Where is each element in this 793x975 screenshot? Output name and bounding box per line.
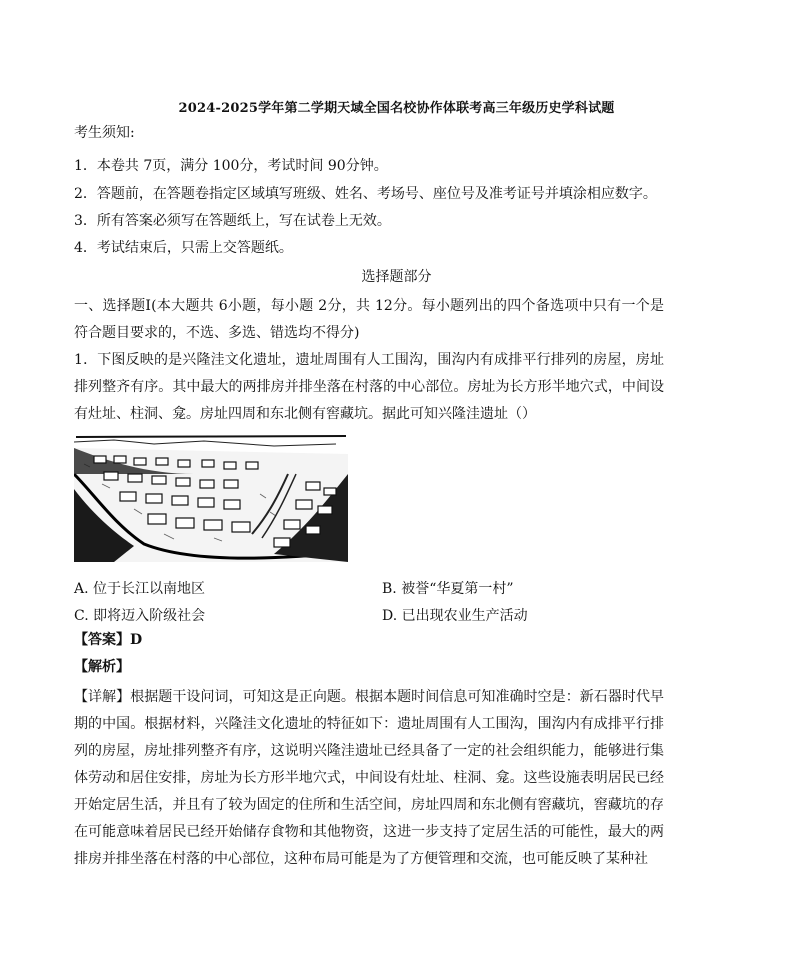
part-one-instructions: 一、选择题Ⅰ(本大题共 6小题，每小题 2分，共 12分。每小题列出的四个备选项中只有一个是符合题目要求的，不选、多选、错选均不得分) [74, 298, 664, 341]
answer-line: 【答案】D [74, 632, 143, 648]
option-d: D. 已出现农业生产活动 [382, 608, 528, 624]
notice-item-2: 2．答题前，在答题卷指定区域填写班级、姓名、考场号、座位号及准考证号并填涂相应数字。 [74, 186, 657, 202]
exam-title: 2024-2025学年第二学期天域全国名校协作体联考高三年级历史学科试题 [178, 101, 615, 116]
notice-item-1: 1．本卷共 7页，满分 100分，考试时间 90分钟。 [74, 158, 388, 174]
notice-heading: 考生须知: [74, 125, 135, 141]
notice-item-4: 4．考试结束后，只需上交答题纸。 [74, 240, 293, 256]
analysis-heading: 【解析】 [74, 659, 130, 675]
section-heading: 选择题部分 [361, 269, 432, 285]
option-a: A. 位于长江以南地区 [74, 581, 206, 597]
option-c: C. 即将迈入阶级社会 [74, 608, 206, 624]
option-b: B. 被誉“华夏第一村” [382, 581, 514, 597]
xinglongwa-site-illustration [74, 434, 348, 562]
detailed-explanation: 【详解】根据题干设问词，可知这是正向题。根据本题时间信息可知准确时空是：新石器时代早期的中国。根据材料，兴隆洼文化遗址的特征如下：遗址周围有人工围沟，围沟内有成排平行排列的房屋，房址排列整齐有序，这说明兴隆洼遗址已经具备了一定的社会组织能力，能够进行集体劳动和居住安排，房址为长方形半地穴式，中间设有灶址、柱洞、龛。这些设施表明居民已经开始定居生活，并且有了较为固定的住所和生活空间，房址四周和东北侧有窖藏坑，窖藏坑的存在可能意味着居民已经开始储存食物和其他物资，这进一步支持了定居生活的可能性，最大的两排房并排坐落在村落的中心部位，这种布局可能是为了方便管理和交流，也可能反映了某种社 [74, 689, 664, 867]
notice-item-3: 3．所有答案必须写在答题纸上，写在试卷上无效。 [74, 213, 391, 229]
question-1-stem: 1．下图反映的是兴隆洼文化遗址，遗址周围有人工围沟，围沟内有成排平行排列的房屋，房址排列整齐有序。其中最大的两排房并排坐落在村落的中心部位。房址为长方形半地穴式，中间设有灶址、柱洞、龛。房址四周和东北侧有窖藏坑。据此可知兴隆洼遗址（） [74, 352, 664, 422]
